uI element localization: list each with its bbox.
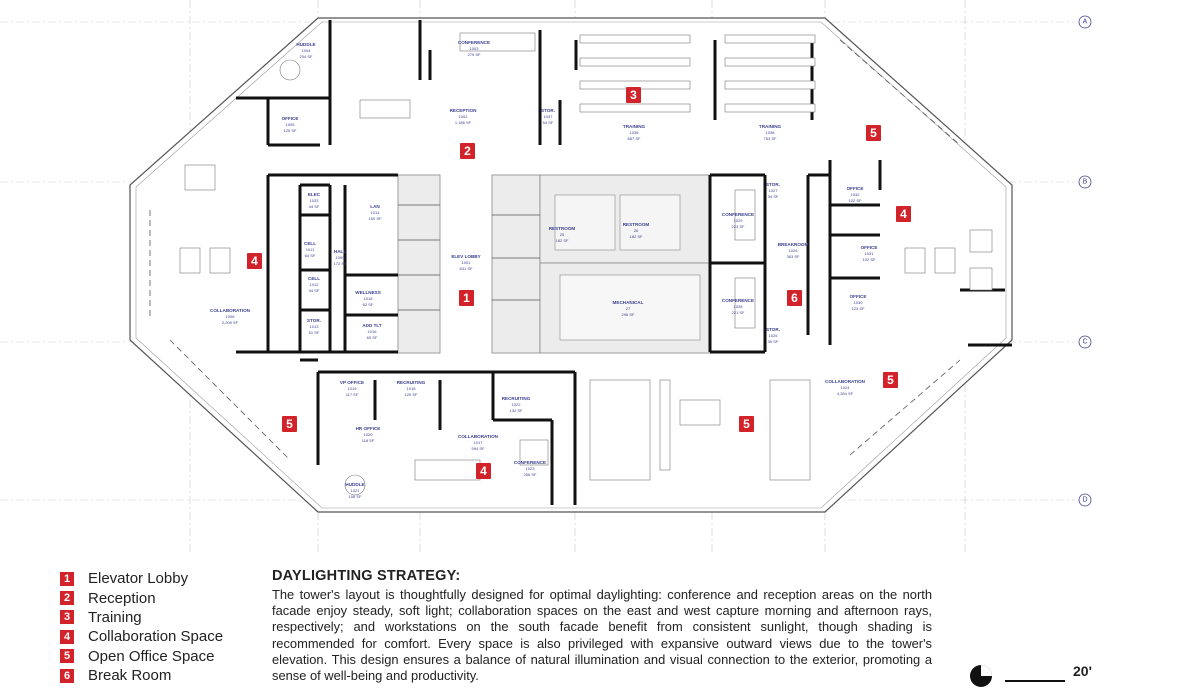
svg-text:44 SF: 44 SF bbox=[308, 288, 320, 293]
zone-badge bbox=[883, 372, 898, 388]
zone-badge bbox=[460, 143, 475, 159]
legend bbox=[60, 569, 260, 685]
grid-bubble-d bbox=[1079, 494, 1091, 506]
svg-text:25: 25 bbox=[559, 232, 565, 237]
svg-text:STOR.: STOR. bbox=[541, 108, 555, 113]
legend-label: Open Office Space bbox=[88, 647, 215, 665]
legend-item bbox=[60, 588, 260, 607]
svg-text:RESTROOM: RESTROOM bbox=[548, 226, 576, 231]
svg-text:594 SF: 594 SF bbox=[471, 446, 485, 451]
legend-label: Reception bbox=[88, 589, 156, 607]
svg-text:1030: 1030 bbox=[853, 300, 863, 305]
room-tag bbox=[308, 276, 320, 293]
svg-text:1006: 1006 bbox=[225, 314, 235, 319]
svg-text:26: 26 bbox=[633, 228, 639, 233]
svg-text:ELEC: ELEC bbox=[307, 192, 321, 197]
svg-text:CONFERENCE: CONFERENCE bbox=[513, 460, 547, 465]
svg-text:132 SF: 132 SF bbox=[509, 408, 523, 413]
svg-text:106 SF: 106 SF bbox=[348, 494, 362, 499]
svg-text:1005: 1005 bbox=[285, 122, 295, 127]
svg-text:204 SF: 204 SF bbox=[299, 54, 313, 59]
svg-text:5: 5 bbox=[743, 417, 750, 431]
svg-text:1001: 1001 bbox=[461, 260, 471, 265]
svg-text:1024: 1024 bbox=[840, 385, 850, 390]
svg-text:1029: 1029 bbox=[733, 218, 743, 223]
svg-text:35 SF: 35 SF bbox=[767, 339, 779, 344]
svg-text:221 SF: 221 SF bbox=[731, 310, 745, 315]
zone-badge bbox=[866, 125, 881, 141]
svg-text:1003: 1003 bbox=[469, 46, 479, 51]
svg-text:1018: 1018 bbox=[363, 296, 373, 301]
legend-number: 6 bbox=[60, 669, 74, 683]
svg-text:MECHANICAL: MECHANICAL bbox=[612, 300, 644, 305]
zone-badge bbox=[896, 206, 911, 222]
svg-text:120 SF: 120 SF bbox=[404, 392, 418, 397]
svg-text:1004: 1004 bbox=[301, 48, 311, 53]
svg-text:RESTROOM: RESTROOM bbox=[622, 222, 650, 227]
legend-number: 3 bbox=[60, 610, 74, 624]
legend-item bbox=[60, 647, 260, 666]
svg-text:118 SF: 118 SF bbox=[361, 438, 375, 443]
legend-item bbox=[60, 666, 260, 685]
svg-text:1: 1 bbox=[463, 291, 470, 305]
svg-text:CONFERENCE: CONFERENCE bbox=[721, 212, 755, 217]
svg-text:687 SF: 687 SF bbox=[627, 136, 641, 141]
svg-text:COLLABORATION: COLLABORATION bbox=[825, 379, 865, 384]
daylighting-strategy bbox=[272, 568, 932, 684]
svg-text:363 SF: 363 SF bbox=[786, 254, 800, 259]
svg-text:60 SF: 60 SF bbox=[366, 335, 378, 340]
zone-badge bbox=[247, 253, 262, 269]
zone-badge bbox=[787, 290, 802, 306]
svg-text:CONFERENCE: CONFERENCE bbox=[721, 298, 755, 303]
strategy-heading: DAYLIGHTING STRATEGY: bbox=[272, 568, 461, 584]
svg-text:1022: 1022 bbox=[511, 402, 521, 407]
svg-text:27: 27 bbox=[625, 306, 631, 311]
svg-text:1033: 1033 bbox=[309, 198, 319, 203]
svg-text:1026: 1026 bbox=[788, 248, 798, 253]
svg-text:1036: 1036 bbox=[629, 130, 639, 135]
svg-text:5: 5 bbox=[286, 417, 293, 431]
svg-text:ELEV LOBBY: ELEV LOBBY bbox=[451, 254, 481, 259]
legend-number: 2 bbox=[60, 591, 74, 605]
svg-text:HUDDLE: HUDDLE bbox=[345, 482, 365, 487]
svg-text:STOR.: STOR. bbox=[766, 327, 780, 332]
svg-text:1025: 1025 bbox=[768, 333, 778, 338]
svg-text:LAN: LAN bbox=[370, 204, 380, 209]
grid-bubble-label: B bbox=[1082, 178, 1088, 186]
zone-badge bbox=[626, 87, 641, 103]
svg-text:1017: 1017 bbox=[473, 440, 483, 445]
svg-text:RECEPTION: RECEPTION bbox=[449, 108, 477, 113]
svg-text:OFFICE: OFFICE bbox=[281, 116, 299, 121]
svg-text:RECRUITING: RECRUITING bbox=[396, 380, 426, 385]
svg-text:1031: 1031 bbox=[864, 251, 874, 256]
svg-text:4: 4 bbox=[251, 254, 258, 268]
svg-text:631 SF: 631 SF bbox=[459, 266, 473, 271]
svg-text:HR OFFICE: HR OFFICE bbox=[355, 426, 381, 431]
svg-text:2,205 SF: 2,205 SF bbox=[221, 320, 239, 325]
svg-text:1021: 1021 bbox=[350, 488, 360, 493]
svg-text:1,186 SF: 1,186 SF bbox=[454, 120, 472, 125]
legend-item bbox=[60, 569, 260, 588]
svg-text:CONFERENCE: CONFERENCE bbox=[457, 40, 491, 45]
svg-text:4: 4 bbox=[480, 464, 487, 478]
svg-text:102 SF: 102 SF bbox=[848, 198, 862, 203]
svg-text:5: 5 bbox=[870, 126, 877, 140]
svg-text:51 SF: 51 SF bbox=[308, 330, 320, 335]
svg-text:1011: 1011 bbox=[305, 247, 315, 252]
svg-text:1023: 1023 bbox=[525, 466, 535, 471]
svg-text:64 SF: 64 SF bbox=[304, 253, 316, 258]
svg-text:753 SF: 753 SF bbox=[763, 136, 777, 141]
north-arrow-icon bbox=[969, 664, 993, 688]
svg-text:RECRUITING: RECRUITING bbox=[501, 396, 531, 401]
svg-text:1037: 1037 bbox=[543, 114, 553, 119]
svg-text:279 SF: 279 SF bbox=[467, 52, 481, 57]
svg-text:TRAINING: TRAINING bbox=[758, 124, 782, 129]
svg-text:1032: 1032 bbox=[850, 192, 860, 197]
svg-text:ADD TLT: ADD TLT bbox=[362, 323, 382, 328]
svg-text:1028: 1028 bbox=[733, 304, 743, 309]
grid-bubble-label: D bbox=[1082, 496, 1088, 504]
svg-text:TRAINING: TRAINING bbox=[622, 124, 646, 129]
svg-text:182 SF: 182 SF bbox=[629, 234, 643, 239]
svg-text:34 SF: 34 SF bbox=[767, 194, 779, 199]
zone-badge bbox=[282, 416, 297, 432]
svg-text:123 SF: 123 SF bbox=[851, 306, 865, 311]
svg-text:1013: 1013 bbox=[309, 324, 319, 329]
svg-text:256 SF: 256 SF bbox=[523, 472, 537, 477]
svg-text:172 SF: 172 SF bbox=[333, 261, 347, 266]
svg-text:OFFICE: OFFICE bbox=[846, 186, 864, 191]
svg-text:HALL: HALL bbox=[333, 249, 347, 254]
svg-text:1014: 1014 bbox=[370, 210, 380, 215]
svg-text:CELL: CELL bbox=[308, 276, 320, 281]
svg-text:WELLNESS: WELLNESS bbox=[355, 290, 381, 295]
svg-text:1038: 1038 bbox=[765, 130, 775, 135]
svg-text:OFFICE: OFFICE bbox=[849, 294, 867, 299]
svg-text:COLLABORATION: COLLABORATION bbox=[210, 308, 250, 313]
legend-label: Training bbox=[88, 608, 142, 626]
svg-text:1012: 1012 bbox=[309, 282, 319, 287]
svg-text:62 SF: 62 SF bbox=[362, 302, 374, 307]
legend-number: 4 bbox=[60, 630, 74, 644]
svg-text:COLLABORATION: COLLABORATION bbox=[458, 434, 498, 439]
zone-badge bbox=[739, 416, 754, 432]
svg-text:1027: 1027 bbox=[768, 188, 778, 193]
legend-number: 5 bbox=[60, 649, 74, 663]
legend-label: Break Room bbox=[88, 667, 172, 685]
svg-text:182 SF: 182 SF bbox=[555, 238, 569, 243]
scale-line bbox=[1005, 680, 1065, 682]
svg-text:3: 3 bbox=[630, 88, 637, 102]
svg-text:STOR.: STOR. bbox=[307, 318, 321, 323]
svg-text:44 SF: 44 SF bbox=[308, 204, 320, 209]
svg-text:VP OFFICE: VP OFFICE bbox=[339, 380, 365, 385]
svg-text:OFFICE: OFFICE bbox=[860, 245, 878, 250]
svg-text:HUDDLE: HUDDLE bbox=[296, 42, 316, 47]
svg-text:1009: 1009 bbox=[335, 255, 345, 260]
svg-text:1018: 1018 bbox=[406, 386, 416, 391]
strategy-body: The tower's layout is thoughtfully designed for optimal daylighting: conference and reception areas on the north facade enjoy steady, soft light; collaboration spaces on the east and west capture morning and afternoon rays, respectively; and workstations on the south facade benefit from consistent sunlight, though shading is recommended for comfort. Every space is also privileged with expansive outward views due to the tower's elevation. This design ensures a balance of natural illumination and visual connection to the exterior, promoting a sense of well-being and productivity. bbox=[272, 587, 932, 684]
svg-text:1002: 1002 bbox=[458, 114, 468, 119]
svg-text:223 SF: 223 SF bbox=[731, 224, 745, 229]
svg-text:150 SF: 150 SF bbox=[368, 216, 382, 221]
svg-text:6: 6 bbox=[791, 291, 798, 305]
svg-text:4,284 SF: 4,284 SF bbox=[836, 391, 854, 396]
grid-bubble-label: C bbox=[1082, 338, 1088, 346]
legend-label: Collaboration Space bbox=[88, 628, 224, 646]
svg-text:5: 5 bbox=[887, 373, 894, 387]
svg-text:STOR.: STOR. bbox=[766, 182, 780, 187]
legend-item bbox=[60, 627, 260, 646]
grid-bubble-label: A bbox=[1082, 18, 1088, 26]
legend-label: Elevator Lobby bbox=[88, 570, 189, 588]
scale-label: 20' bbox=[1073, 663, 1092, 679]
svg-text:125 SF: 125 SF bbox=[283, 128, 297, 133]
legend-item bbox=[60, 608, 260, 627]
svg-text:296 SF: 296 SF bbox=[621, 312, 635, 317]
svg-text:1019: 1019 bbox=[347, 386, 357, 391]
grid-bubble-c bbox=[1079, 336, 1091, 348]
svg-text:102 SF: 102 SF bbox=[862, 257, 876, 262]
svg-text:1016: 1016 bbox=[367, 329, 377, 334]
zone-badge bbox=[476, 463, 491, 479]
svg-text:4: 4 bbox=[900, 207, 907, 221]
svg-text:BREAKROOM: BREAKROOM bbox=[777, 242, 809, 247]
svg-text:1020: 1020 bbox=[363, 432, 373, 437]
svg-text:54 SF: 54 SF bbox=[542, 120, 554, 125]
grid-bubble-b bbox=[1079, 176, 1091, 188]
zone-badge bbox=[459, 290, 474, 306]
grid-bubble-a bbox=[1079, 16, 1091, 28]
svg-text:CELL: CELL bbox=[304, 241, 316, 246]
svg-text:2: 2 bbox=[464, 144, 471, 158]
scale-bar bbox=[965, 660, 1105, 694]
legend-number: 1 bbox=[60, 572, 74, 586]
svg-text:117 SF: 117 SF bbox=[345, 392, 359, 397]
